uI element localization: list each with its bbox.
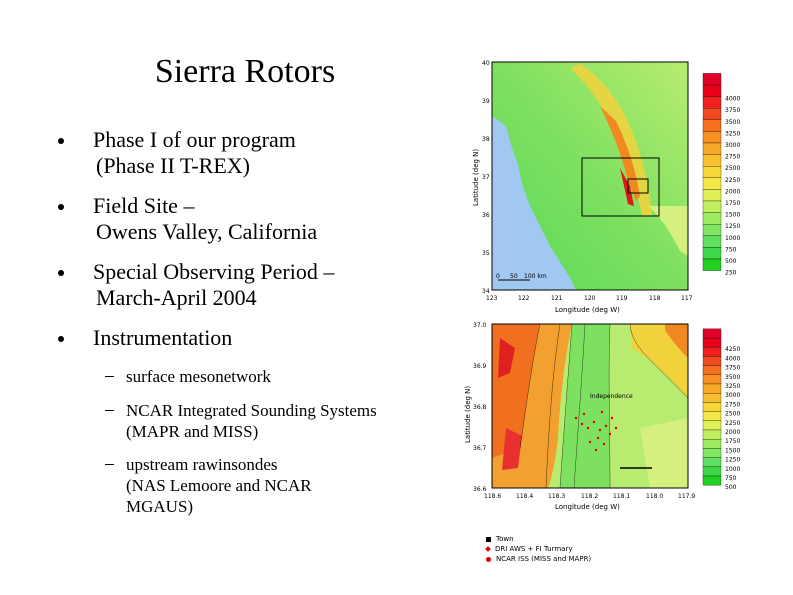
colorbar-swatch — [703, 224, 721, 236]
sub-bullet-dash — [105, 464, 114, 465]
colorbar-swatch — [703, 402, 721, 411]
colorbar-label: 2250 — [725, 419, 741, 427]
sub-bullet-dash — [105, 376, 114, 377]
y-tick-label: 36.9 — [473, 363, 487, 370]
colorbar-label: 2750 — [725, 401, 741, 409]
y-tick-label: 35 — [482, 250, 490, 257]
colorbar-swatch — [703, 366, 721, 375]
x-tick-label: 123 — [486, 295, 498, 302]
colorbar-label: 250 — [725, 269, 737, 277]
site-marker — [611, 417, 613, 419]
site-marker — [599, 429, 601, 431]
scalebar-label: 50 — [510, 273, 518, 280]
sub-bullet-iss-line2: (MAPR and MISS) — [126, 422, 259, 441]
sub-bullet-rawinsondes-line3: MGAUS) — [126, 497, 194, 516]
slide-title: Sierra Rotors — [154, 53, 336, 90]
site-marker — [583, 413, 585, 415]
x-tick-label: 117.9 — [678, 493, 696, 500]
colorbar-label: 3500 — [725, 118, 741, 126]
x-tick-label: 118.6 — [484, 493, 502, 500]
site-marker — [609, 433, 611, 435]
colorbar-swatch — [703, 143, 721, 155]
colorbar-top — [703, 73, 740, 276]
y-tick-label: 38 — [482, 136, 490, 143]
x-tick-label: 118 — [649, 295, 661, 302]
colorbar-swatch — [703, 356, 721, 365]
site-marker — [597, 437, 599, 439]
colorbar-label: 750 — [725, 475, 737, 482]
legend-town — [486, 535, 514, 544]
colorbar-label: 4000 — [725, 95, 741, 103]
colorbar-label: 2000 — [725, 429, 741, 436]
sub-bullet-rawinsondes-line2: (NAS Lemoore and NCAR — [126, 476, 312, 495]
x-tick-label: 119 — [616, 295, 628, 302]
sub-bullet-iss-line1: NCAR Integrated Sounding Systems — [126, 401, 377, 420]
site-marker — [601, 411, 603, 413]
bullet-dot — [58, 204, 64, 210]
y-tick-label: 36.6 — [473, 486, 487, 493]
x-tick-label: 118.3 — [548, 493, 566, 500]
colorbar-label: 500 — [725, 484, 737, 492]
colorbar-label: 2500 — [725, 410, 741, 418]
scalebar-label: 100 km — [524, 273, 547, 280]
legend-dri-aws — [486, 545, 572, 554]
town-label-independence: Independence — [590, 393, 633, 400]
colorbar-label: 2750 — [725, 153, 741, 161]
colorbar-swatch — [703, 213, 721, 225]
colorbar-swatch — [703, 347, 721, 356]
bullet-phase-line2: (Phase II T-REX) — [96, 153, 250, 178]
colorbar-label: 4250 — [725, 346, 741, 354]
colorbar-label: 4000 — [725, 355, 741, 363]
site-marker — [587, 427, 589, 429]
colorbar-label: 3750 — [725, 364, 741, 372]
x-tick-label: 120 — [584, 295, 596, 302]
colorbar-swatch — [703, 97, 721, 109]
colorbar-swatch — [703, 329, 721, 338]
colorbar-label: 1250 — [725, 223, 741, 231]
site-marker — [581, 423, 583, 425]
colorbar-label: 1500 — [725, 211, 741, 219]
colorbar-swatch — [703, 338, 721, 347]
site-marker — [603, 443, 605, 445]
x-axis-label: Longitude (deg W) — [555, 306, 620, 314]
bullet-field-site-line1: Field Site – — [93, 193, 195, 218]
legend-ncar-iss — [486, 555, 591, 564]
colorbar-swatch — [703, 178, 721, 190]
colorbar-label: 1750 — [725, 438, 741, 446]
colorbar-label: 2250 — [725, 176, 741, 184]
colorbar-swatch — [703, 166, 721, 178]
colorbar-label: 3000 — [725, 392, 741, 400]
scalebar-label: 0 — [496, 273, 500, 280]
colorbar-swatch — [703, 259, 721, 271]
colorbar-swatch — [703, 236, 721, 248]
diamond-icon — [485, 546, 491, 552]
colorbar-bottom — [703, 329, 740, 491]
bullet-dot — [58, 270, 64, 276]
colorbar-swatch — [703, 201, 721, 213]
legend-label: Town — [496, 535, 514, 543]
colorbar-swatch — [703, 476, 721, 485]
sub-bullet-mesonetwork-line1: surface mesonetwork — [126, 367, 271, 386]
colorbar-swatch — [703, 393, 721, 402]
square-icon — [486, 537, 491, 542]
bullet-dot — [58, 138, 64, 144]
x-tick-label: 121 — [551, 295, 563, 302]
bullet-instrumentation-line1: Instrumentation — [93, 325, 233, 350]
x-axis-label: Longitude (deg W) — [555, 503, 620, 511]
site-marker — [615, 427, 617, 429]
site-marker — [575, 417, 577, 419]
y-tick-label: 36.7 — [473, 445, 487, 452]
y-axis-label: Latitude (deg N) — [464, 385, 472, 443]
terrain-map-bottom — [460, 318, 750, 518]
y-tick-label: 37.0 — [473, 322, 487, 329]
colorbar-swatch — [703, 421, 721, 430]
colorbar-swatch — [703, 412, 721, 421]
colorbar-label: 3500 — [725, 373, 741, 381]
y-tick-label: 36 — [482, 212, 490, 219]
x-tick-label: 118.0 — [646, 493, 664, 500]
sub-bullet-dash — [105, 410, 114, 411]
colorbar-swatch — [703, 375, 721, 384]
y-tick-label: 34 — [482, 288, 490, 295]
colorbar-swatch — [703, 73, 721, 85]
site-marker — [595, 449, 597, 451]
colorbar-swatch — [703, 247, 721, 259]
y-axis-label: Latitude (deg N) — [472, 148, 480, 206]
colorbar-swatch — [703, 155, 721, 167]
colorbar-swatch — [703, 131, 721, 143]
colorbar-label: 3000 — [725, 142, 741, 149]
colorbar-label: 3250 — [725, 383, 741, 390]
bullet-observing-period-line2: March-April 2004 — [96, 285, 257, 310]
y-tick-label: 36.8 — [473, 404, 487, 411]
x-tick-label: 118.1 — [613, 493, 631, 500]
y-tick-label: 40 — [482, 60, 490, 67]
colorbar-swatch — [703, 467, 721, 476]
x-tick-label: 117 — [681, 295, 693, 302]
sub-bullet-rawinsondes-line1: upstream rawinsondes — [126, 455, 278, 474]
bullet-dot — [58, 336, 64, 342]
colorbar-swatch — [703, 430, 721, 439]
y-tick-label: 39 — [482, 98, 490, 105]
site-marker — [589, 441, 591, 443]
colorbar-swatch — [703, 108, 721, 120]
colorbar-label: 2000 — [725, 188, 741, 196]
colorbar-label: 750 — [725, 246, 737, 254]
site-marker — [605, 425, 607, 427]
y-tick-label: 37 — [482, 174, 490, 181]
colorbar-label: 3750 — [725, 107, 741, 115]
colorbar-label: 500 — [725, 258, 737, 265]
colorbar-swatch — [703, 458, 721, 467]
colorbar-label: 2500 — [725, 165, 741, 173]
bullet-field-site-line2: Owens Valley, California — [96, 219, 318, 244]
colorbar-label: 3250 — [725, 130, 741, 138]
x-tick-label: 118.4 — [516, 493, 534, 500]
x-tick-label: 118.2 — [581, 493, 599, 500]
x-tick-label: 122 — [518, 295, 530, 302]
colorbar-swatch — [703, 448, 721, 457]
colorbar-swatch — [703, 120, 721, 132]
colorbar-swatch — [703, 189, 721, 201]
colorbar-label: 1000 — [725, 465, 741, 473]
colorbar-label: 1750 — [725, 200, 741, 207]
colorbar-label: 1500 — [725, 447, 741, 455]
colorbar-label: 1250 — [725, 456, 741, 464]
bullet-phase-line1: Phase I of our program — [93, 127, 296, 152]
colorbar-swatch — [703, 439, 721, 448]
colorbar-swatch — [703, 384, 721, 393]
bullet-observing-period-line1: Special Observing Period – — [93, 259, 335, 284]
legend-label: DRI AWS + FI Turmary — [495, 545, 573, 553]
colorbar-label: 1000 — [725, 234, 741, 242]
legend-label: NCAR ISS (MISS and MAPR) — [496, 555, 592, 563]
colorbar-swatch — [703, 85, 721, 97]
terrain-map-top — [460, 56, 750, 318]
site-marker — [593, 421, 595, 423]
circle-icon — [486, 557, 491, 562]
